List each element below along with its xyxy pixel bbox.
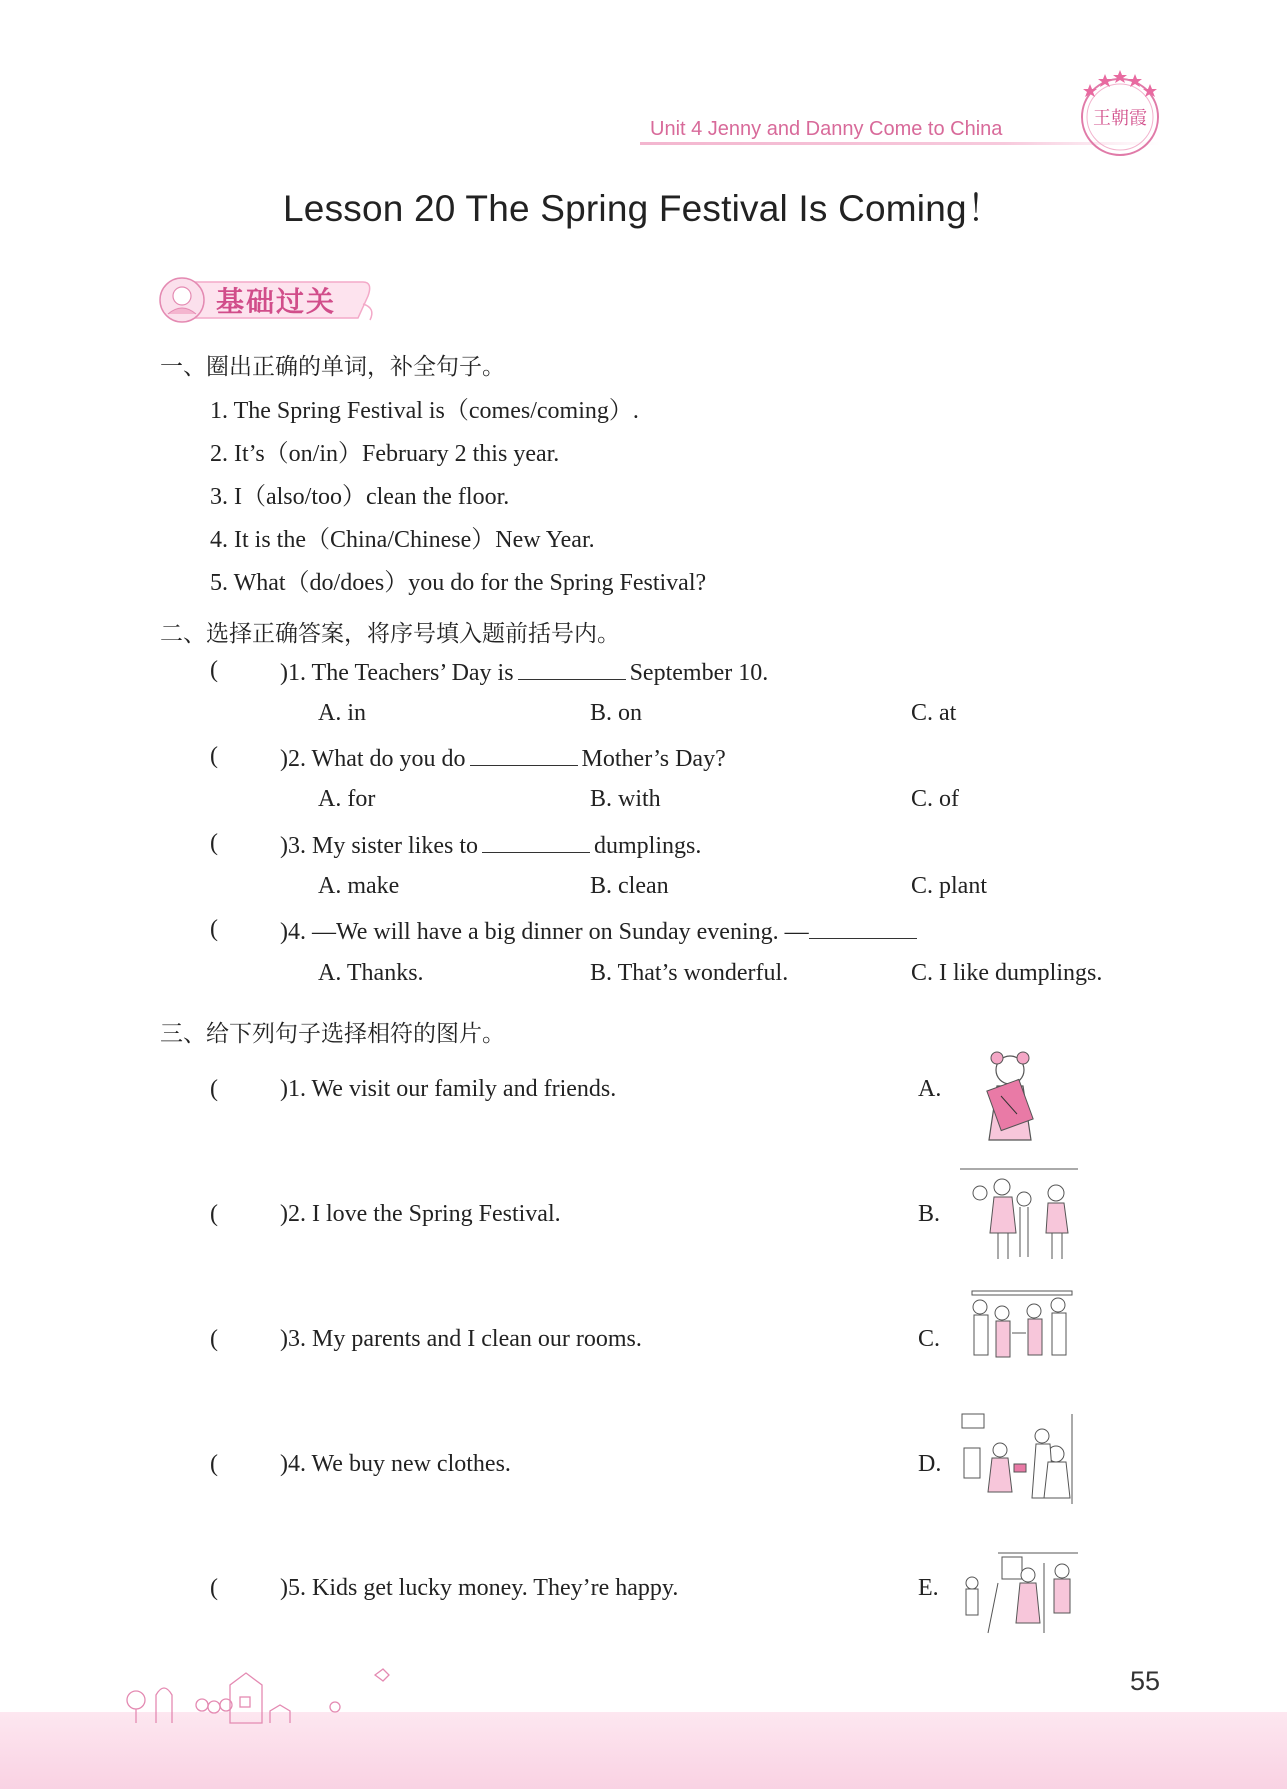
question-2 [280,743,726,773]
answer-paren-open: ( [210,1326,218,1352]
match-sentence-2: )2. I love the Spring Festival. [280,1201,561,1227]
answer-paren-open: ( [210,1076,218,1102]
question-text-after: dumplings. [594,833,702,859]
section-3-heading: 三、给下列句子选择相符的图片。 [160,1021,505,1047]
section-2-heading: 二、选择正确答案，将序号填入题前括号内。 [160,621,620,647]
answer-paren-open: ( [210,830,218,856]
question-text: )1. The Teachers’ Day is [280,660,514,686]
match-sentence-4: )4. We buy new clothes. [280,1451,511,1477]
question-text: )2. What do you do [280,746,466,772]
answer-paren-open: ( [210,743,218,769]
answer-paren-open: ( [210,916,218,942]
question-text-after: September 10. [629,660,769,686]
picture-letter-b: B. [918,1201,941,1227]
answer-blank[interactable] [518,657,626,680]
option-a: A. make [318,873,400,899]
answer-paren-open: ( [210,1575,218,1601]
list-item: 1. The Spring Festival is（comes/coming）. [210,398,639,424]
match-sentence-3: )3. My parents and I clean our rooms. [280,1326,642,1352]
badge-label: 基础过关 [216,285,337,318]
option-b: B. clean [590,873,669,899]
option-c: C. at [911,700,957,726]
answer-paren-open: ( [210,1451,218,1477]
option-b: B. That’s wonderful. [590,960,789,986]
match-sentence-1: )1. We visit our family and friends. [280,1076,617,1102]
option-a: A. Thanks. [318,960,424,986]
girl-holding-couplet-illustration [975,1048,1105,1148]
list-item: 2. It’s（on/in）February 2 this year. [210,441,560,467]
option-b: B. with [590,786,661,812]
option-a: A. for [318,786,376,812]
lucky-money-illustration [958,1408,1088,1508]
svg-text:王朝霞: 王朝霞 [1093,108,1147,129]
question-3 [280,830,701,860]
section-1-heading: 一、圈出正确的单词，补全句子。 [160,354,505,380]
option-c: C. I like dumplings. [911,960,1103,986]
picture-letter-e: E. [918,1575,939,1601]
answer-blank[interactable] [482,830,590,853]
question-4 [280,916,921,946]
match-sentence-5: )5. Kids get lucky money. They’re happy. [280,1575,679,1601]
question-text-after: Mother’s Day? [581,746,726,772]
family-cleaning-illustration [958,1543,1088,1643]
picture-letter-d: D. [918,1451,942,1477]
answer-paren-open: ( [210,1201,218,1227]
question-text: )4. —We will have a big dinner on Sunday evening. — [280,919,809,945]
list-item: 5. What（do/does）you do for the Spring Festival? [210,570,707,596]
option-b: B. on [590,700,643,726]
picture-letter-c: C. [918,1326,941,1352]
unit-header: Unit 4 Jenny and Danny Come to China [650,118,1003,140]
answer-blank[interactable] [470,743,578,766]
list-item: 4. It is the（China/Chinese）New Year. [210,527,595,553]
answer-paren-open: ( [210,657,218,683]
brand-seal-logo [1070,62,1170,162]
option-c: C. plant [911,873,987,899]
family-shopping-illustration [958,1163,1088,1263]
picture-letter-a: A. [918,1076,942,1102]
lesson-title: Lesson 20 The Spring Festival Is Coming！ [283,188,1004,229]
question-text: )3. My sister likes to [280,833,478,859]
page-number: 55 [1130,1666,1161,1696]
answer-blank[interactable] [809,916,917,939]
town-skyline-decoration [120,1645,420,1725]
family-visit-illustration [958,1283,1088,1383]
question-1 [280,657,768,687]
list-item: 3. I（also/too）clean the floor. [210,484,510,510]
option-c: C. of [911,786,959,812]
option-a: A. in [318,700,366,726]
